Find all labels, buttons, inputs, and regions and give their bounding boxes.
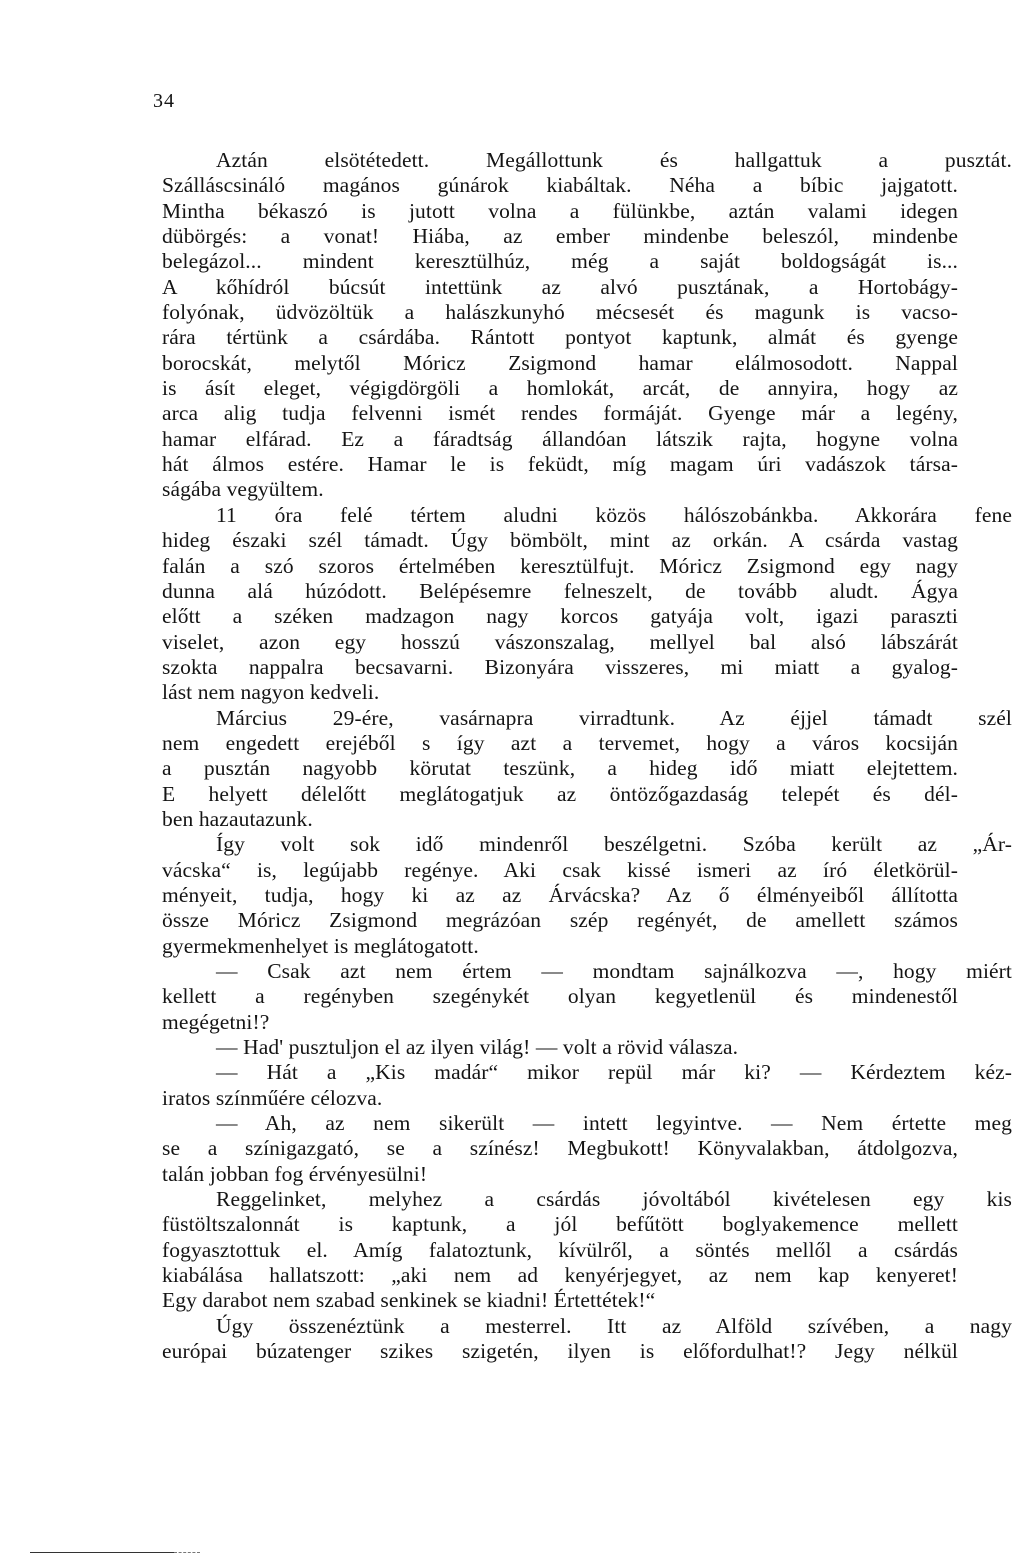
text-line: folyónak, üdvözöltük a halászkunyhó mécsesét és magunk is vacso- xyxy=(162,300,958,325)
text-line: a pusztán nagyobb körutat teszünk, a hideg idő miatt elejtettem. xyxy=(162,756,958,781)
text-line: európai búzatenger szikes szigetén, ilyen is előfordulhat!? Jegy nélkül xyxy=(162,1339,958,1364)
text-line: lást nem nagyon kedveli. xyxy=(162,680,380,705)
text-line: füstöltszalonnát is kaptunk, a jól befűtött boglyakemence mellett xyxy=(162,1212,958,1237)
text-line: kellett a regényben szegénykét olyan kegyetlenül és mindenestől xyxy=(162,984,958,1009)
text-line: előtt a széken madzagon nagy korcos gatyája volt, igazi paraszti xyxy=(162,604,958,629)
text-line: szokta nappalra becsavarni. Bizonyára visszeres, mi miatt a gyalog- xyxy=(162,654,958,679)
text-line: ben hazautazunk. xyxy=(162,806,313,831)
text-line: — Had' pusztuljon el az ilyen világ! — volt a rövid válasza. xyxy=(216,1035,739,1060)
text-line: A kőhídról búcsút intettünk az alvó pusztának, a Hortobágy- xyxy=(162,274,958,299)
text-line: össze Móricz Zsigmond megrázóan szép regényét, de amellett számos xyxy=(162,908,958,933)
text-line: ságába vegyültem. xyxy=(162,477,324,502)
text-line: ményeit, tudja, hogy ki az az Árvácska? Az ő élményeiből állította xyxy=(162,882,958,907)
text-line: — Csak azt nem értem — mondtam sajnálkozva —, hogy miért xyxy=(216,959,1012,983)
text-line: Szálláscsináló magános gúnárok kiabáltak. Néha a bíbic jajgatott. xyxy=(162,173,958,198)
footer-rule-dotted xyxy=(174,1552,200,1553)
footer-rule xyxy=(30,1552,174,1553)
text-line: dunna alá húzódott. Belépésemre felneszelt, de tovább aludt. Ágya xyxy=(162,578,958,603)
text-line: megégetni!? xyxy=(162,1009,270,1034)
text-line: fogyasztottuk el. Amíg falatoztunk, kívülről, a söntés mellől a csárdás xyxy=(162,1237,958,1262)
text-line: kiabálása hallatszott: „aki nem ad kenyérjegyet, az nem kap kenyeret! xyxy=(162,1263,958,1288)
text-line: Így volt sok idő mindenről beszélgetni. Szóba került az „Ár- xyxy=(216,832,1012,857)
text-line: vácska“ is, legújabb regénye. Aki csak kissé ismeri az író életkörül- xyxy=(162,857,958,882)
text-line: viselet, azon egy hosszú vászonszalag, mellyel bal alsó lábszárát xyxy=(162,629,958,654)
text-line: — Hát a „Kis madár“ mikor repül már ki? — Kérdeztem kéz- xyxy=(216,1060,1012,1085)
page-number: 34 xyxy=(153,90,175,112)
text-line: borocskát, melytől Móricz Zsigmond hamar elálmosodott. Nappal xyxy=(162,350,958,375)
text-line: — Ah, az nem sikerült — intett legyintve. — Nem értette meg xyxy=(216,1111,1012,1136)
text-line: falán a szó szoros értelmében keresztülfujt. Móricz Zsigmond egy nagy xyxy=(162,553,958,578)
text-line: talán jobban fog érvényesülni! xyxy=(162,1161,428,1186)
body-text xyxy=(162,148,1012,1365)
text-line: hideg északi szél támadt. Úgy bömbölt, mint az orkán. A csárda vastag xyxy=(162,528,958,553)
text-line: Mintha békaszó is jutott volna a fülünkbe, aztán valami idegen xyxy=(162,198,958,223)
text-line: arca alig tudja felvenni ismét rendes formáját. Gyenge már a legény, xyxy=(162,401,958,426)
text-line: iratos színműére célozva. xyxy=(162,1085,383,1110)
text-line: belegázol... mindent keresztülhúz, még a saját boldogságát is... xyxy=(162,249,958,274)
text-line: 11 óra felé tértem aludni közös hálószobánkba. Akkorára fene xyxy=(216,502,1012,527)
text-line: Egy darabot nem szabad senkinek se kiadni! Értettétek!“ xyxy=(162,1288,656,1313)
text-line: gyermekmenhelyet is meglátogatott. xyxy=(162,933,479,958)
text-line: nem engedett erejéből s így azt a tervemet, hogy a város kocsiján xyxy=(162,730,958,755)
text-line: Reggelinket, melyhez a csárdás jóvoltából kivételesen egy kis xyxy=(216,1187,1012,1212)
text-line: Úgy összenéztünk a mesterrel. Itt az Alföld szívében, a nagy xyxy=(216,1313,1012,1338)
text-line: rára tértünk a csárdába. Rántott pontyot kaptunk, almát és gyenge xyxy=(162,325,958,350)
text-line: se a színigazgató, se a színész! Megbukott! Könyvalakban, átdolgozva, xyxy=(162,1136,958,1161)
text-line: is ásít eleget, végigdörgöli a homlokát, arcát, de annyira, hogy az xyxy=(162,376,958,401)
text-line: dübörgés: a vonat! Hiába, az ember mindenbe beleszól, mindenbe xyxy=(162,224,958,249)
text-line: Március 29-ére, vasárnapra virradtunk. Az éjjel támadt szél xyxy=(216,705,1012,730)
text-line: hamar elfárad. Ez a fáradtság állandóan látszik rajta, hogyne volna xyxy=(162,426,958,451)
text-line: Aztán elsötétedett. Megállottunk és hallgattuk a pusztát. xyxy=(216,148,1012,172)
text-line: E helyett délelőtt meglátogatjuk az öntözőgazdaság telepét és dél- xyxy=(162,781,958,806)
text-line: hát álmos estére. Hamar le is feküdt, míg magam úri vadászok társa- xyxy=(162,452,958,477)
